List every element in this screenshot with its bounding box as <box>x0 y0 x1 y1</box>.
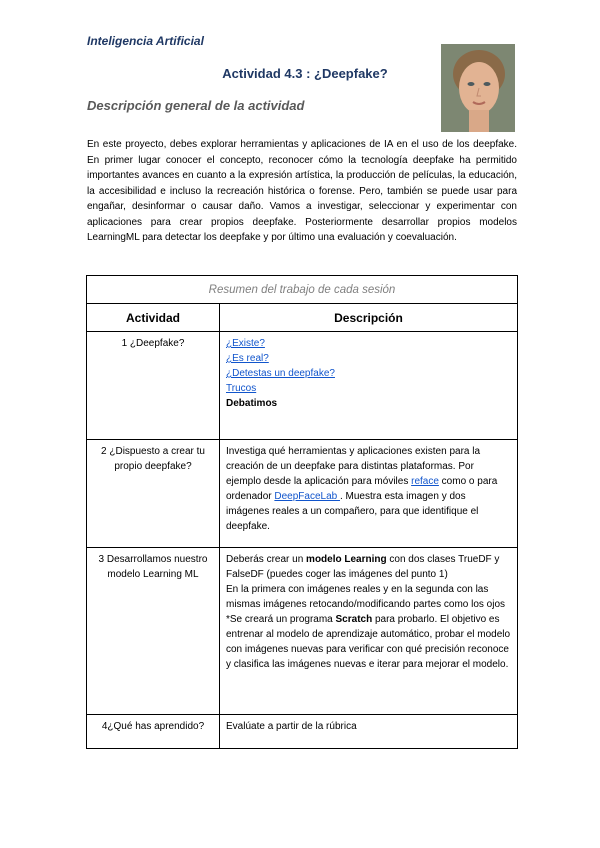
description-paragraph: En la primera con imágenes reales y en la segunda con las mismas imágenes retocando/modificando partes como los ojos <box>226 584 506 610</box>
activity-cell: 4¿Qué has aprendido? <box>87 715 220 749</box>
description-text: Investiga qué herramientas y aplicaciones existen para la creación de un deepfake para distintas plataformas. Por ejemplo desde la aplicación para móviles <box>226 446 481 487</box>
subject-header: Inteligencia Artificial <box>87 34 204 48</box>
session-summary-table <box>86 275 518 749</box>
table-row <box>87 715 518 749</box>
column-header-description: Descripción <box>220 304 518 332</box>
link-trucos[interactable]: Trucos <box>226 383 257 394</box>
description-text: con dos clases TrueDF y FalseDF (puedes coger las imágenes del punto 1) <box>226 554 500 580</box>
description-paragraph <box>226 612 511 672</box>
description-text: Deberás crear un <box>226 554 307 565</box>
link-reface[interactable]: reface <box>411 476 439 487</box>
debate-label: Debatimos <box>226 398 278 409</box>
page-title: Actividad 4.3 : ¿Deepfake? <box>222 66 388 81</box>
intro-paragraph: En este proyecto, debes explorar herramientas y aplicaciones de IA en el uso de los deepfake. En primer lugar conocer el concepto, reconocer cómo la tecnología deepfake ha permitido importantes avances en cuanto a la expresión artística, la producción de películas, la educación, la accesibilidad e incluso la recreación histórica o forense. Pero, también se puede usar para engañar, desinformar o causar daño. Vamos a investigar, seleccionar y experimentar con aplicaciones para crear propios deepfake. Posteriormente desarrollar propios modelos LearningML para detectar los deepfake y por último una evaluación y coevaluación. <box>87 139 517 243</box>
bold-scratch: Scratch <box>335 614 373 625</box>
link-detestas-deepfake[interactable]: ¿Detestas un deepfake? <box>226 368 335 379</box>
description-cell: Evalúate a partir de la rúbrica <box>220 715 518 749</box>
bold-model-learning: modelo Learning <box>306 554 387 565</box>
table-caption: Resumen del trabajo de cada sesión <box>87 276 518 304</box>
table-row <box>87 332 518 440</box>
portrait-photo <box>441 44 515 132</box>
section-title: Descripción general de la actividad <box>87 98 305 113</box>
activity-cell: 1 ¿Deepfake? <box>87 332 220 440</box>
link-es-real[interactable]: ¿Es real? <box>226 353 269 364</box>
column-header-activity: Actividad <box>87 304 220 332</box>
table-row <box>87 440 518 548</box>
link-deepfacelab[interactable]: DeepFaceLab <box>274 491 340 502</box>
activity-cell: 2 ¿Dispuesto a crear tu propio deepfake? <box>87 440 220 548</box>
description-text: . Muestra esta imagen y dos imágenes reales a un compañero, para que identifique el deepfake. <box>226 491 479 532</box>
description-cell <box>220 332 518 440</box>
description-text: como o para ordenador <box>226 476 498 502</box>
description-paragraph <box>226 552 511 582</box>
activity-cell: 3 Desarrollamos nuestro modelo Learning ML <box>87 548 220 715</box>
table-row <box>87 548 518 715</box>
description-cell <box>220 440 518 548</box>
description-cell <box>220 548 518 715</box>
description-text: para probarlo. El objetivo es entrenar al modelo de aprendizaje automático, probar el modelo con imágenes nuevas para verificar con qué precisión reconoce y clasifica las imágenes nuevas e iterar para mejorar el modelo. <box>226 614 511 670</box>
description-text: *Se creará un programa <box>226 614 336 625</box>
link-existe[interactable]: ¿Existe? <box>226 338 265 349</box>
